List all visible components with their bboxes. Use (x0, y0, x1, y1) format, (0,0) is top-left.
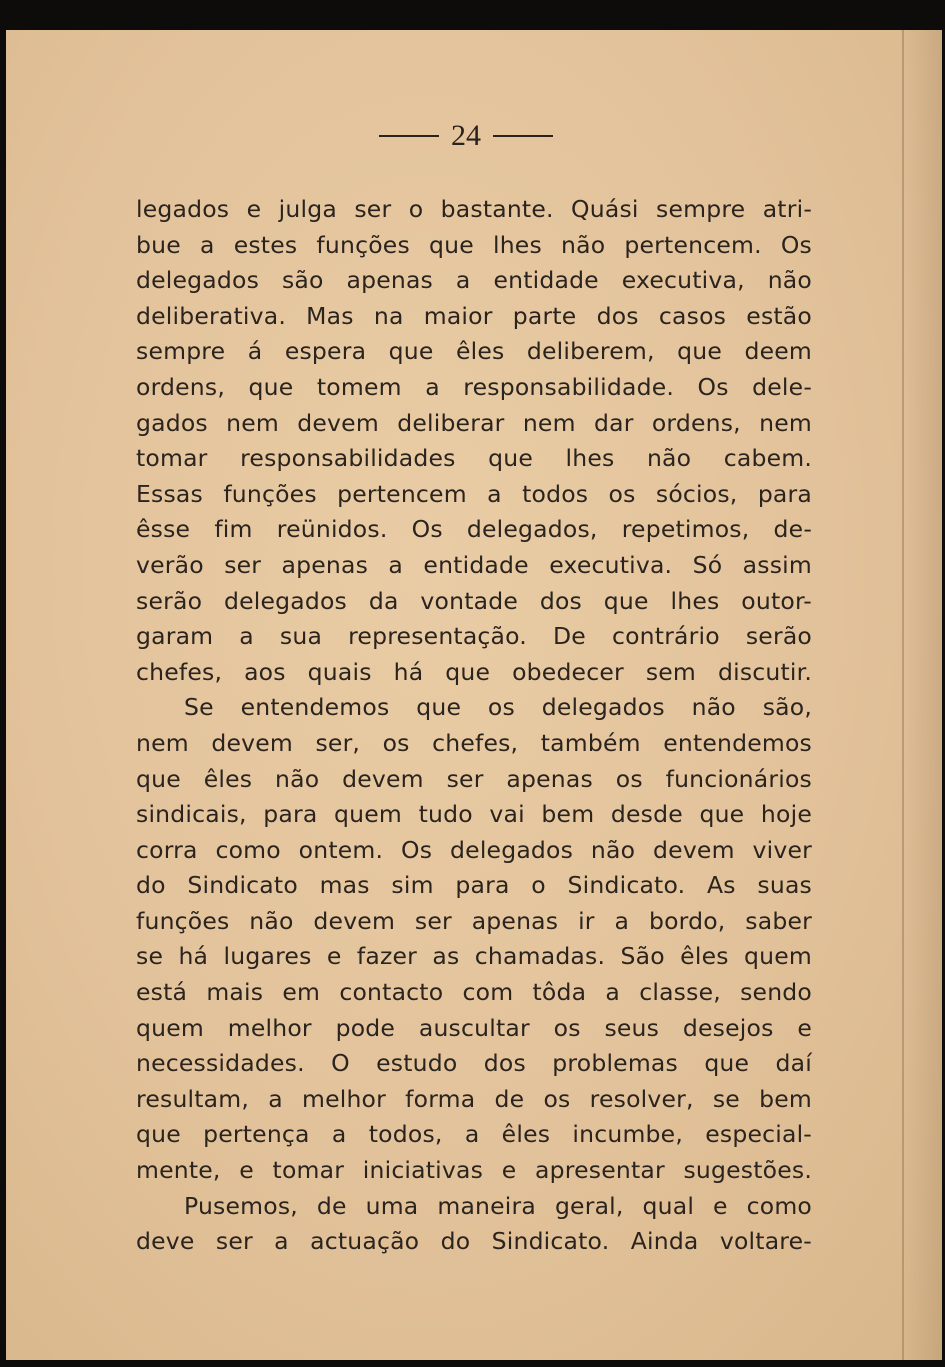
page-number-header (366, 116, 566, 156)
page-edge-shadow (902, 30, 904, 1360)
text-line: verão ser apenas a entidade executiva. Só assim (136, 550, 812, 579)
text-line: chefes, aos quais há que obedecer sem discutir. (136, 657, 812, 686)
page-number: 24 (451, 119, 481, 152)
text-line: garam a sua representação. De contrário serão (136, 622, 812, 651)
text-line: está mais em contacto com tôda a classe, sendo (136, 978, 812, 1007)
header-rule-left (379, 135, 439, 137)
text-line: deve ser a actuação do Sindicato. Ainda voltare- (136, 1227, 812, 1256)
text-line: se há lugares e fazer as chamadas. São êles quem (136, 942, 812, 971)
text-line: nem devem ser, os chefes, também entendemos (136, 728, 812, 757)
book-page (6, 30, 942, 1360)
text-line: resultam, a melhor forma de os resolver, se bem (136, 1084, 812, 1113)
text-line: bue a estes funções que lhes não pertencem. Os (136, 230, 812, 259)
text-line: funções não devem ser apenas ir a bordo, saber (136, 906, 812, 935)
body-text (136, 192, 812, 1260)
text-line: êsse fim reünidos. Os delegados, repetimos, de- (136, 515, 812, 544)
text-line: Essas funções pertencem a todos os sócios, para (136, 479, 812, 508)
text-line: necessidades. O estudo dos problemas que daí (136, 1049, 812, 1078)
text-line: deliberativa. Mas na maior parte dos casos estão (136, 301, 812, 330)
header-rule-right (493, 135, 553, 137)
text-line: delegados são apenas a entidade executiva, não (136, 266, 812, 295)
text-line: Pusemos, de uma maneira geral, qual e como (184, 1191, 812, 1220)
text-line: legados e julga ser o bastante. Quási sempre atri- (136, 195, 812, 223)
text-line: gados nem devem deliberar nem dar ordens, nem (136, 408, 812, 437)
text-line: do Sindicato mas sim para o Sindicato. As suas (136, 871, 812, 900)
text-line: tomar responsabilidades que lhes não cabem. (136, 444, 812, 473)
text-line: quem melhor pode auscultar os seus desejos e (136, 1013, 812, 1042)
text-line: que êles não devem ser apenas os funcionários (136, 764, 812, 793)
text-line: serão delegados da vontade dos que lhes outor- (136, 586, 812, 615)
text-line: Se entendemos que os delegados não são, (184, 693, 812, 722)
text-line: que pertença a todos, a êles incumbe, especial- (136, 1120, 812, 1149)
text-line: corra como ontem. Os delegados não devem viver (136, 835, 812, 864)
text-line: ordens, que tomem a responsabilidade. Os dele- (136, 372, 812, 401)
text-line: sempre á espera que êles deliberem, que deem (136, 337, 812, 366)
text-line: sindicais, para quem tudo vai bem desde que hoje (136, 800, 812, 829)
text-line: mente, e tomar iniciativas e apresentar sugestões. (136, 1156, 812, 1185)
